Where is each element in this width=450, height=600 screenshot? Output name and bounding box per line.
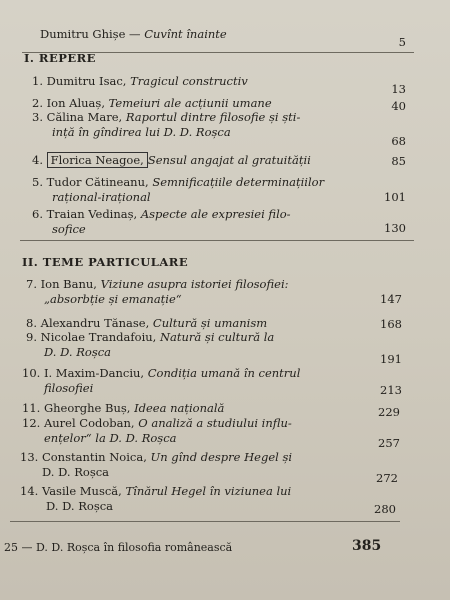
page-number: 40 [391,99,406,113]
preface-author: Dumitru Ghișe [40,27,126,41]
page-number: 13 [391,82,406,96]
toc-entry: 1. Dumitru Isac, Tragicul constructiv [32,74,248,88]
page-number: 191 [380,352,402,366]
page-number: 280 [374,502,396,516]
highlight-box: Florica Neagoe, [47,152,148,168]
page-number: 213 [380,383,402,397]
section-heading: II. TEME PARTICULARE [22,255,189,269]
toc-entry: 9. Nicolae Trandafoiu, Natură și cultură la D. D. Roșca [26,330,275,359]
page-number: 130 [384,221,406,235]
divider [20,240,414,241]
page-number: 168 [380,317,402,331]
preface-sep: — [125,27,145,41]
folio-number: 385 [352,538,382,554]
toc-entry: 7. Ion Banu, Viziune asupra istoriei filosofiei: „absorbție și emanație“ [26,277,289,306]
toc-entry: 4. Florica Neagoe, Sensul angajat al gratuității [32,153,311,167]
toc-entry: 8. Alexandru Tănase, Cultură și umanism [26,316,268,330]
toc-entry: 14. Vasile Muscă, Tînărul Hegel în viziunea lui D. D. Roșca [20,484,292,513]
divider [10,521,400,522]
page-footer: 25 — D. D. Roșca în filosofia românească [4,541,233,554]
toc-entry: 12. Aurel Codoban, O analiză a studiului influ- ențelor“ la D. D. Roșca [22,416,292,445]
toc-entry: 13. Constantin Noica, Un gînd despre Hegel și D. D. Roșca [20,450,293,479]
page-number: 147 [380,292,402,306]
toc-entry: 11. Gheorghe Buș, Ideea națională [22,401,225,415]
page-number: 229 [378,405,400,419]
toc-entry: 5. Tudor Cătineanu, Semnificațiile determinațiilor rațional-irațional [32,175,325,204]
preface-entry [40,27,410,42]
toc-entry: 10. I. Maxim-Danciu, Condiția umană în centrul filosofiei [22,366,301,395]
page-number: 257 [378,436,400,450]
toc-entry: 2. Ion Aluaș, Temeiuri ale acțiunii umane [32,96,272,110]
page-number: 68 [391,134,406,148]
preface-title: Cuvînt înainte [144,27,227,41]
toc-entry: 3. Călina Mare, Raportul dintre filosofie și ști- ință în gîndirea lui D. D. Roșca [32,110,301,139]
page-number: 101 [384,190,406,204]
page-number: 272 [376,471,398,485]
page-number: 85 [391,154,406,168]
section-heading: I. REPERE [24,51,96,65]
preface-page: 5 [398,35,406,49]
toc-entry: 6. Traian Vedinaș, Aspecte ale expresiei filo- sofice [32,207,291,236]
